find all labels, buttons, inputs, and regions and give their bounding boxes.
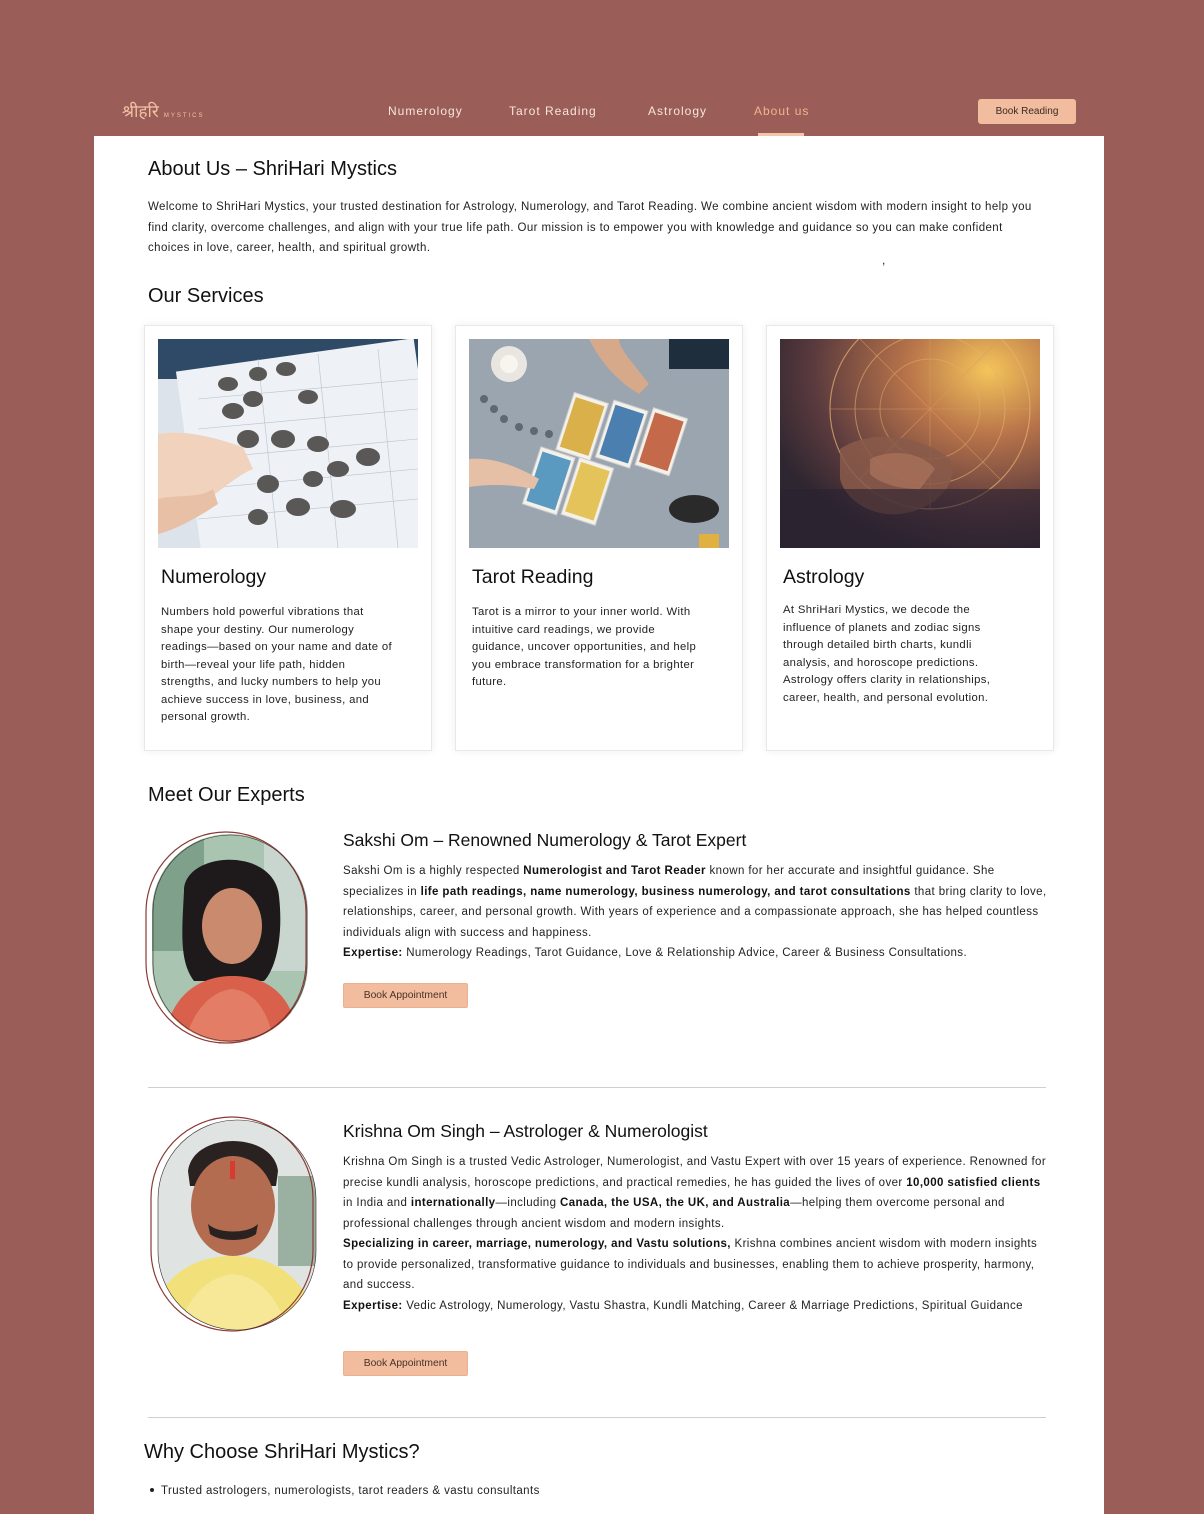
experts-title: Meet Our Experts (148, 784, 305, 806)
services-title: Our Services (148, 285, 264, 307)
logo-wordmark: श्रीहरि (122, 102, 159, 122)
expert-bio-sakshi-bold-1: Numerologist and Tarot Reader (523, 865, 706, 877)
service-title-tarot: Tarot Reading (472, 566, 594, 588)
nav-link-tarot-reading[interactable]: Tarot Reading (509, 104, 597, 118)
expert-bio-krishna-bold-1: 10,000 satisfied clients (906, 1176, 1041, 1189)
top-navbar (94, 86, 1104, 136)
expert-bio-krishna-bold-4: Specializing in career, marriage, numerology, and Vastu solutions, (343, 1238, 731, 1250)
book-appointment-button-sakshi[interactable]: Book Appointment (343, 983, 468, 1008)
expert-bio-sakshi (343, 861, 1051, 964)
service-card-numerology[interactable] (144, 325, 432, 751)
service-title-astrology: Astrology (783, 566, 865, 588)
expert-bio-sakshi-text-3: that bring clarity to love, relationships, career, and personal growth. With years of experience and a compassionate approach, she has helped countless individuals align with success and happiness. (343, 885, 1047, 939)
tarot-cards-image (469, 339, 729, 548)
service-text-astrology: At ShriHari Mystics, we decode the influence of planets and zodiac signs through detailed birth charts, kundli analysis, and horoscope predictions. Astrology offers clarity in relationships, career, health, and personal evolution. (783, 604, 991, 704)
bullet-icon (150, 1488, 154, 1492)
section-divider (148, 1417, 1046, 1418)
expertise-label-sakshi: Expertise: (343, 947, 403, 959)
nav-link-numerology[interactable]: Numerology (388, 104, 463, 118)
about-description: Welcome to ShriHari Mystics, your trusted destination for Astrology, Numerology, and Tarot Reading. We combine ancient wisdom with modern insight to help you find clarity, overcome challenges, and align with your true life path. Our mission is to empower you with knowledge and guidance so you can make confident choices in love, career, health, and spiritual growth. (148, 201, 1032, 254)
nav-active-indicator (758, 133, 804, 136)
expertise-list-sakshi: Numerology Readings, Tarot Guidance, Love & Relationship Advice, Career & Business Consultations. (402, 947, 968, 959)
expert-photo-sakshi (144, 831, 314, 1044)
nav-link-about-us[interactable]: About us (754, 104, 810, 118)
zodiac-wheel-image (780, 339, 1040, 548)
logo-subtitle: MYSTICS (163, 113, 205, 119)
expert-bio-krishna-text-4: —helping them overcome personal and professional challenges through ancient wisdom and modern insights. (343, 1197, 1005, 1230)
page-frame (94, 86, 1104, 1514)
about-title: About Us – ShriHari Mystics (148, 158, 397, 180)
why-bullet-item (150, 1485, 540, 1497)
expert-bio-krishna-text-1: Krishna Om Singh is a trusted Vedic Astrologer, Numerologist, and Vastu Expert with over 15 years of experience. Renowned for precise kundli analysis, horoscope predictions, and practical remedies, he has guided the lives of over (343, 1156, 1047, 1189)
section-divider (148, 1087, 1046, 1088)
expert-bio-krishna-text-5: Krishna combines ancient wisdom with modern insights to provide personalized, transformative guidance to individuals and businesses, enabling them to achieve prosperity, harmony, and success. (343, 1238, 1038, 1291)
expert-photo-krishna (148, 1116, 320, 1332)
numerology-stones-image (158, 339, 418, 548)
expert-bio-krishna-text-3: —including (495, 1197, 560, 1209)
service-text-numerology: Numbers hold powerful vibrations that shape your destiny. Our numerology readings—based on your name and date of birth—reveal your life path, hidden strengths, and lucky numbers to help you achieve success in love, business, and personal growth. (161, 606, 392, 723)
service-card-tarot[interactable] (455, 325, 743, 751)
expert-name-krishna: Krishna Om Singh – Astrologer & Numerologist (343, 1121, 708, 1141)
book-reading-button[interactable]: Book Reading (978, 99, 1076, 124)
stray-comma: , (882, 253, 886, 267)
expert-bio-krishna-text-2: in India and (343, 1197, 411, 1209)
service-text-tarot: Tarot is a mirror to your inner world. With intuitive card readings, we provide guidance, uncover opportunities, and help you embrace transformation for a brighter future. (472, 606, 697, 688)
expert-bio-sakshi-text-2: known for her accurate and insightful guidance. She specializes in (343, 865, 995, 898)
service-title-numerology: Numerology (161, 566, 267, 588)
expert-bio-sakshi-bold-2: life path readings, name numerology, business numerology, and tarot consultations (420, 885, 911, 898)
expertise-list-krishna: Vedic Astrology, Numerology, Vastu Shastra, Kundli Matching, Career & Marriage Predictions, Spiritual Guidance (402, 1299, 1023, 1312)
expert-bio-krishna-bold-2: internationally (410, 1197, 496, 1209)
expert-bio-krishna (343, 1152, 1051, 1316)
nav-link-astrology[interactable]: Astrology (648, 104, 708, 118)
why-bullet-text: Trusted astrologers, numerologists, tarot readers & vastu consultants (161, 1485, 540, 1497)
book-appointment-button-krishna[interactable]: Book Appointment (343, 1351, 468, 1376)
expert-bio-sakshi-text-1: Sakshi Om is a highly respected (343, 865, 524, 877)
expertise-label-krishna: Expertise: (343, 1299, 403, 1312)
service-card-astrology[interactable] (766, 325, 1054, 751)
site-logo[interactable] (122, 99, 205, 122)
why-title: Why Choose ShriHari Mystics? (144, 1441, 420, 1463)
expert-bio-krishna-bold-3: Canada, the USA, the UK, and Australia (559, 1197, 791, 1209)
expert-name-sakshi: Sakshi Om – Renowned Numerology & Tarot Expert (343, 830, 747, 850)
